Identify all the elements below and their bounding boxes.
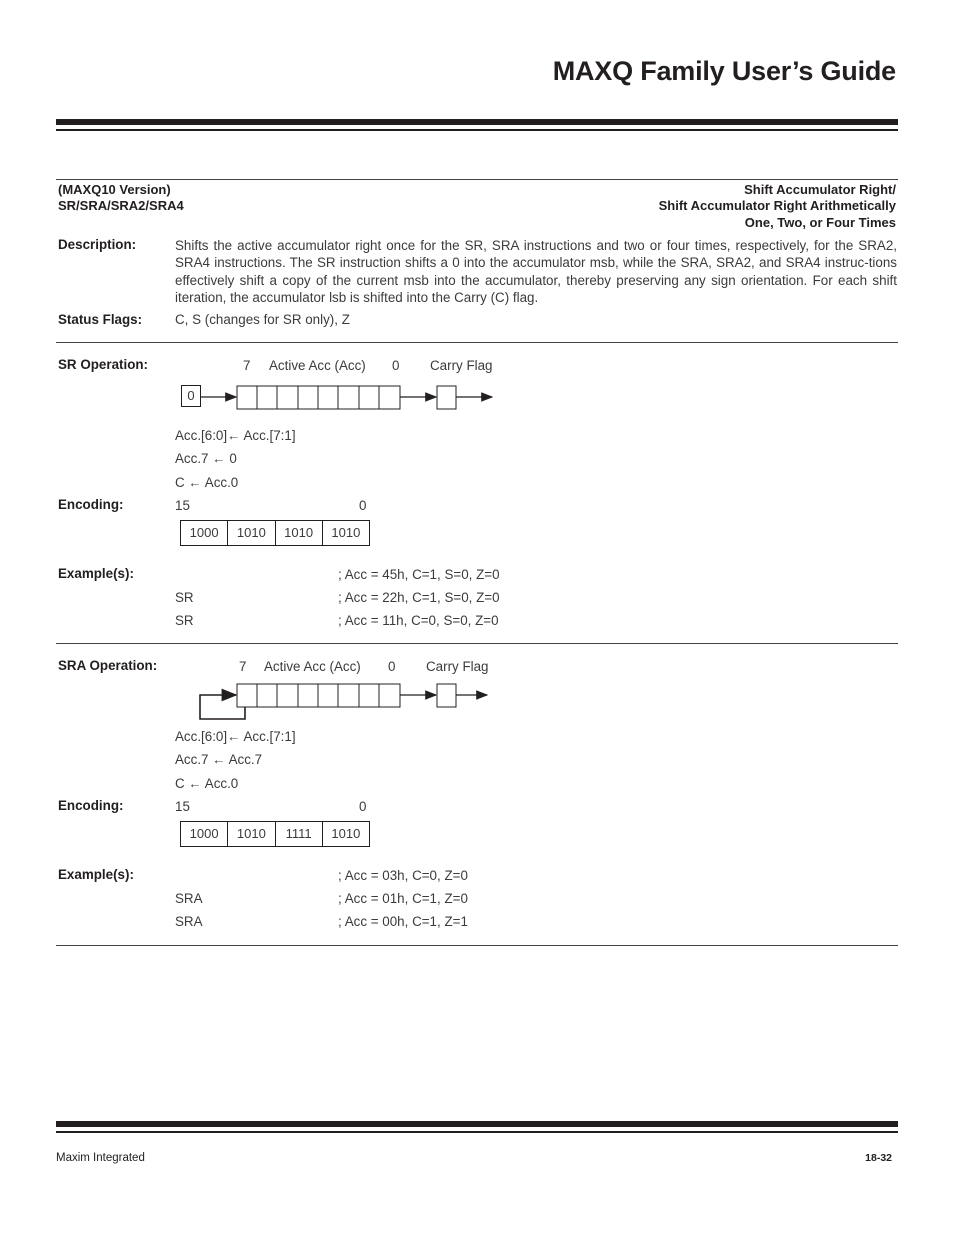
sra-op-line: Acc.7 ← Acc.7 (175, 752, 263, 767)
sra-encoding-nibble: 1111 (275, 822, 322, 846)
sr-encoding-nibble: 1010 (227, 521, 274, 545)
sr-example-instr: SR (175, 590, 194, 605)
header-rule-thick (56, 119, 898, 125)
status-flags-text: C, S (changes for SR only), Z (175, 312, 350, 327)
section-divider (56, 179, 898, 180)
sr-example-instr: SR (175, 613, 194, 628)
sr-operation-label: SR Operation: (58, 357, 149, 372)
sra-example-comment: ; Acc = 03h, C=0, Z=0 (338, 868, 468, 883)
instruction-name-line1: Shift Accumulator Right/ (744, 182, 896, 197)
sra-examples-label: Example(s): (58, 867, 134, 882)
sr-encoding-nibble: 1010 (322, 521, 369, 545)
sr-example-comment: ; Acc = 22h, C=1, S=0, Z=0 (338, 590, 500, 605)
sra-carry-label: Carry Flag (426, 659, 489, 674)
sra-acc-register (237, 684, 400, 707)
sr-carry-box (437, 386, 456, 409)
sr-zero-input-box: 0 (181, 385, 201, 407)
sr-encoding-nibble: 1010 (275, 521, 322, 545)
sra-op-line: C ← Acc.0 (175, 776, 239, 791)
description-text: Shifts the active accumulator right once for the SR, SRA instructions and two or four times, respectively, for the SRA2, SRA4 instructions. The SR instruction shifts a 0 into the accumulator msb, while the SRA, SRA2, and SRA4 instruc-tions effectively shift a copy of the current msb into the accumulator, thereby preserving any sign orientation. For each shift iteration, the accumulator lsb is shifted into the Carry (C) flag. (175, 238, 897, 305)
sr-example-comment: ; Acc = 11h, C=0, S=0, Z=0 (338, 613, 499, 628)
sra-operation-label: SRA Operation: (58, 658, 158, 673)
sra-encoding-label: Encoding: (58, 798, 124, 813)
sra-example-comment: ; Acc = 01h, C=1, Z=0 (338, 891, 468, 906)
sra-encoding-box (180, 821, 370, 847)
instruction-name-line2: Shift Accumulator Right Arithmetically (658, 198, 896, 213)
sr-carry-label: Carry Flag (430, 358, 493, 373)
sr-op-line: Acc.[6:0]← Acc.[7:1] (175, 428, 296, 443)
sr-encoding-bit-high: 15 (175, 498, 190, 513)
description-label: Description: (58, 237, 137, 252)
sr-encoding-label: Encoding: (58, 497, 124, 512)
sra-bit-low: 0 (388, 659, 396, 674)
sr-op-line: C ← Acc.0 (175, 475, 239, 490)
sra-example-instr: SRA (175, 914, 203, 929)
page-number: 18-32 (865, 1152, 892, 1164)
sra-encoding-bit-low: 0 (359, 799, 367, 814)
sr-encoding-box (180, 520, 370, 546)
sr-bit-high: 7 (243, 358, 251, 373)
sr-shift-diagram (180, 380, 500, 414)
instruction-mnemonics: SR/SRA/SRA2/SRA4 (58, 198, 184, 213)
instruction-name-line3: One, Two, or Four Times (744, 215, 896, 230)
footer-rule-thick (56, 1121, 898, 1127)
header-rule-thin (56, 129, 898, 131)
sr-acc-label: Active Acc (Acc) (269, 358, 366, 373)
sr-examples-label: Example(s): (58, 566, 134, 581)
sra-encoding-bit-high: 15 (175, 799, 190, 814)
sra-shift-diagram (195, 678, 495, 722)
sra-carry-box (437, 684, 456, 707)
sra-encoding-nibble: 1010 (227, 822, 274, 846)
sra-example-instr: SRA (175, 891, 203, 906)
status-flags-label: Status Flags: (58, 312, 143, 327)
section-divider (56, 643, 898, 644)
sra-acc-label: Active Acc (Acc) (264, 659, 361, 674)
sra-example-comment: ; Acc = 00h, C=1, Z=1 (338, 914, 468, 929)
sr-example-comment: ; Acc = 45h, C=1, S=0, Z=0 (338, 567, 500, 582)
footer-rule-thin (56, 1131, 898, 1133)
sr-encoding-nibble: 1000 (189, 525, 219, 540)
sr-encoding-bit-low: 0 (359, 498, 367, 513)
sra-bit-high: 7 (239, 659, 247, 674)
instruction-version: (MAXQ10 Version) (58, 182, 171, 197)
section-divider (56, 342, 898, 343)
sr-bit-low: 0 (392, 358, 400, 373)
footer-company: Maxim Integrated (56, 1152, 145, 1164)
sra-op-line: Acc.[6:0]← Acc.[7:1] (175, 729, 296, 744)
page-title: MAXQ Family User’s Guide (552, 56, 896, 86)
sra-encoding-nibble: 1010 (322, 822, 369, 846)
sr-op-line: Acc.7 ← 0 (175, 451, 237, 466)
sr-acc-register (237, 386, 400, 409)
sra-encoding-nibble: 1000 (189, 826, 219, 841)
section-divider (56, 945, 898, 946)
